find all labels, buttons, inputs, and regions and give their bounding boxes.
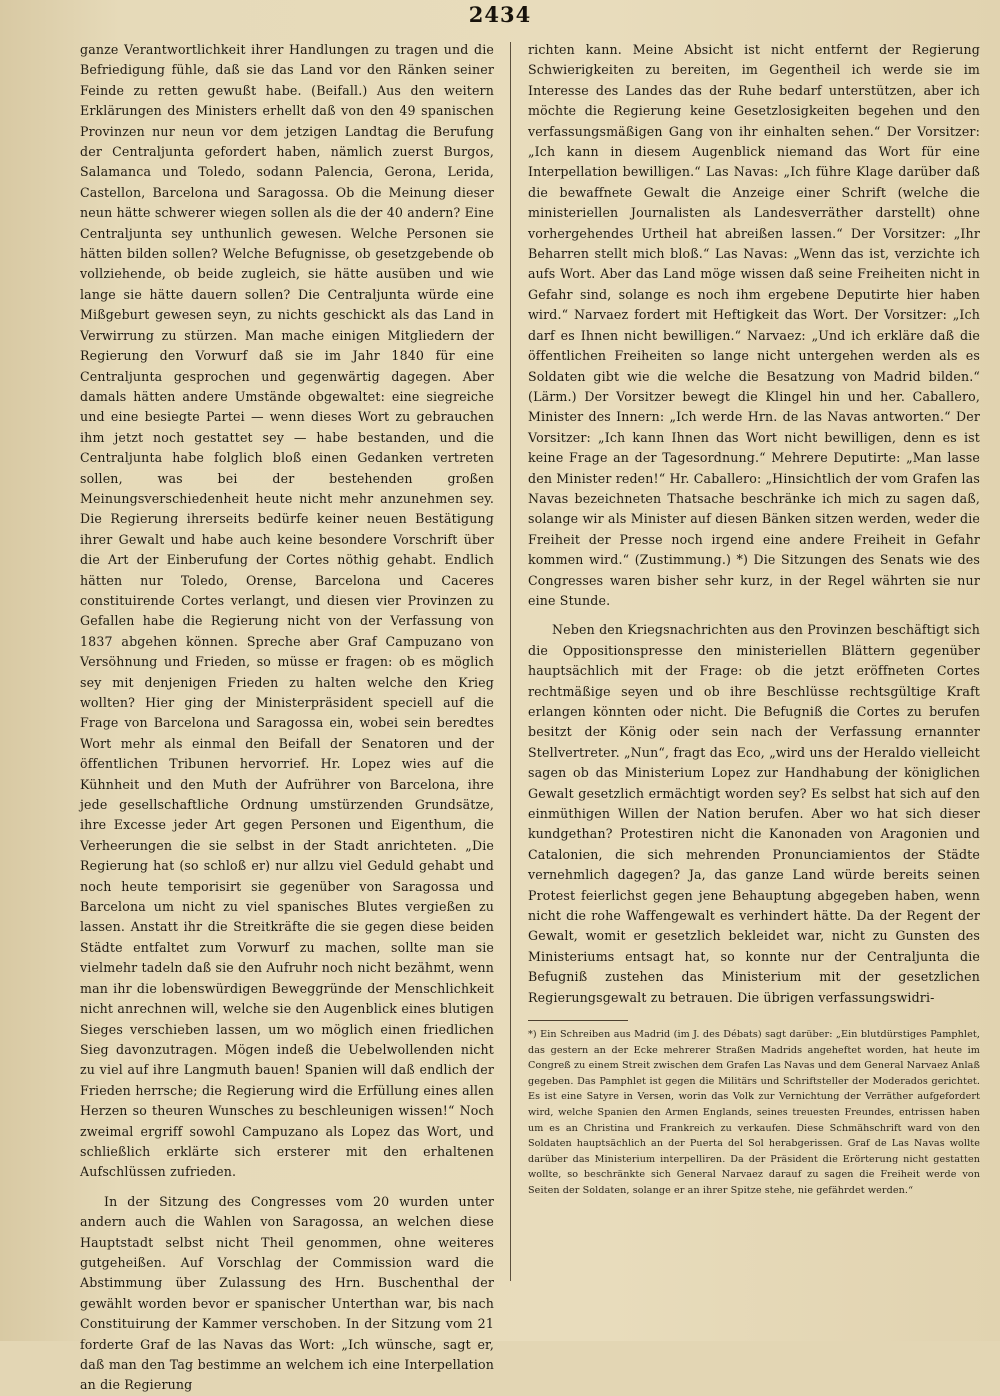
- paragraph-right-1: richten kann. Meine Absicht ist nicht entfernt der Regierung Schwierigkeiten zu bereiten, im Gegentheil ich werde sie im Interesse des Landes das der Ruhe bedarf unterstützen, aber ich möchte die Regierung keine Gesetzlosigkeiten begehen und den verfassungsmäßigen Gang von ihr einhalten sehen.“ Der Vorsitzer: „Ich kann in diesem Augenblick niemand das Wort für eine Interpellation bewilligen.“ Las Navas: „Ich führe Klage darüber daß die bewaffnete Gewalt die Anzeige einer Schrift (welche die ministeriellen Journalisten als Landesverräther darstellt) ohne vorhergehendes Urtheil hat abreißen lassen.“ Der Vorsitzer: „Ihr Beharren stellt mich bloß.“ Las Navas: „Wenn das ist, verzichte ich aufs Wort. Aber das Land möge wissen daß seine Freiheiten nicht in Gefahr sind, solange es noch ihm ergebene Deputirte hier haben wird.“ Narvaez fordert mit Heftigkeit das Wort. Der Vorsitzer: „Ich darf es Ihnen nicht bewilligen.“ Narvaez: „Und ich erkläre daß die öffentlichen Freiheiten so lange nicht untergehen werden als es Soldaten gibt wie die welche die Besatzung von Madrid bilden.“ (Lärm.) Der Vorsitzer bewegt die Klingel hin und her. Caballero, Minister des Innern: „Ich werde Hrn. de las Navas antworten.“ Der Vorsitzer: „Ich kann Ihnen das Wort nicht bewilligen, denn es ist keine Frage an der Tagesordnung.“ Mehrere Deputirte: „Man lasse den Minister reden!“ Hr. Caballero: „Hinsichtlich der vom Grafen las Navas bezeichneten Thatsache beschränke ich mich zu sagen daß, solange wir als Minister auf diesen Bänken sitzen werden, weder die Freiheit der Presse noch irgend eine andere Freiheit in Gefahr kommen wird.“ (Zustimmung.) *) Die Sitzungen des Senats wie des Congresses waren bisher sehr kurz, in der Regel währten sie nur eine Stunde.: [528, 42, 980, 608]
- footnote-divider: [528, 1020, 628, 1021]
- left-column: [80, 40, 494, 1393]
- page-number: 2434: [468, 2, 532, 27]
- paragraph-left-2: In der Sitzung des Congresses vom 20 wurden unter andern auch die Wahlen von Saragossa, an welchen diese Hauptstadt selbst nicht Theil genommen, ohne weiteres gutgeheißen. Auf Vorschlag der Commission ward die Abstimmung über Zulassung des Hrn. Buschenthal der gewählt worden bevor er spanischer Unterthan war, bis nach Constituirung der Kammer verschoben. In der Sitzung vom 21 forderte Graf de las Navas das Wort: „Ich wünsche, sagt er, daß man den Tag bestimme an welchem ich eine Interpellation an die Regierung: [80, 1193, 494, 1393]
- paragraph-left-1: ganze Verantwortlichkeit ihrer Handlungen zu tragen und die Befriedigung fühle, daß sie das Land vor den Ränken seiner Feinde zu retten gewußt habe. (Beifall.) Aus den weitern Erklärungen des Ministers erhellt daß von den 49 spanischen Provinzen nur neun vor dem jetzigen Landtag die Berufung der Centraljunta gefordert haben, nämlich zuerst Burgos, Salamanca und Toledo, sodann Palencia, Gerona, Lerida, Castellon, Barcelona und Saragossa. Ob die Meinung dieser neun hätte schwerer wiegen sollen als die der 40 andern? Eine Centraljunta sey unthunlich gewesen. Welche Personen sie hätten bilden sollen? Welche Befugnisse, ob gesetzgebende ob vollziehende, ob beide zugleich, sie hätte ausüben und wie lange sie hätte dauern sollen? Die Centraljunta würde eine Mißgeburt gewesen seyn, zu nichts geschickt als das Land in Verwirrung zu stürzen. Man mache einigen Mitgliedern der Regierung den Vorwurf daß sie im Jahr 1840 für eine Centraljunta gesprochen und gegenwärtig dagegen. Aber damals hätten andere Umstände obgewaltet: eine siegreiche und eine besiegte Partei — wenn dieses Wort zu gebrauchen ihm jetzt noch gestattet sey — habe bestanden, und die Centraljunta habe folglich bloß einen Gedanken vertreten sollen, was bei der bestehenden großen Meinungsverschiedenheit heute nicht mehr anzunehmen sey. Die Regierung ihrerseits bedürfe keiner neuen Bestätigung ihrer Gewalt und habe auch keine besondere Vorschrift über die Art der Einberufung der Cortes nöthig gehabt. Endlich hätten nur Toledo, Orense, Barcelona und Caceres constituirende Cortes verlangt, und diesen vier Provinzen zu Gefallen habe die Regierung nicht von der Verfassung von 1837 abgehen können. Spreche aber Graf Campuzano von Versöhnung und Frieden, so müsse er fragen: ob es möglich sey mit denjenigen Frieden zu halten welche den Krieg wollten? Hier ging der Ministerpräsident speciell auf die Frage von Barcelona und Saragossa ein, wobei sein beredtes Wort mehr als einmal den Beifall der Senatoren und der öffentlichen Tribunen hervorrief. Hr. Lopez wies auf die Kühnheit und den Muth der Aufrührer von Barcelona, ihre jede gesellschaftliche Ordnung umstürzenden Grundsätze, ihre Excesse jeder Art gegen Personen und Eigenthum, die Verheerungen die sie selbst in der Stadt anrichteten. „Die Regierung hat (so schloß er) nur allzu viel Geduld gehabt und noch heute temporisirt sie gegenüber von Saragossa und Barcelona um nicht zu viel spanisches Blutes vergießen zu lassen. Anstatt ihr die Streitkräfte die sie gegen diese beiden Städte entfaltet zum Vorwurf zu machen, sollte man sie vielmehr tadeln daß sie den Aufruhr noch nicht bezähmt, wenn man ihr die lobenswürdigen Beweggründe der Menschlichkeit nicht anrechnen will, welche sie den Augenblick eines blutigen Sieges verschieben lassen, um wo möglich einen friedlichen Sieg davonzutragen. Mögen indeß die Uebelwollenden nicht zu viel auf ihre Langmuth bauen! Spanien will daß endlich der Frieden herrsche; die Regierung wird die Erfüllung eines allen Herzen so theuren Wunsches zu beschleunigen wissen!“ Noch zweimal ergriff sowohl Campuzano als Lopez das Wort, und schließlich erklärte sich ersterer mit den erhaltenen Aufschlüssen zufrieden.: [80, 42, 494, 1180]
- footnote: *) Ein Schreiben aus Madrid (im J. des Débats) sagt darüber: „Ein blutdürstiges Pamphlet, das gestern an der Ecke mehrerer Straßen Madrids angeheftet worden, hat heute im Congreß zu einem Streit zwischen dem Grafen Las Navas und dem General Narvaez Anlaß gegeben. Das Pamphlet ist gegen die Militärs und Schriftsteller der Moderados gerichtet. Es ist eine Satyre in Versen, worin das Volk zur Vernichtung der Verräther aufgefordert wird, welche Spanien den Armen Englands, seines treuesten Freundes, entrissen haben um es an Christina und Frankreich zu verkaufen. Diese Schmähschrift ward von den Soldaten hauptsächlich an der Puerta del Sol herabgerissen. Graf de Las Navas wollte darüber das Ministerium interpelliren. Da der Präsident die Erörterung nicht gestatten wollte, so beschränkte sich General Narvaez darauf zu sagen die Freiheit werde von Seiten der Soldaten, solange er an ihrer Spitze stehe, nie gefährdet werden.“: [528, 1029, 980, 1197]
- column-divider: [510, 42, 511, 1281]
- right-column: [528, 40, 980, 1321]
- paragraph-right-2: Neben den Kriegsnachrichten aus den Provinzen beschäftigt sich die Oppositionspresse den ministeriellen Blättern gegenüber hauptsächlich mit der Frage: ob die jetzt eröffneten Cortes rechtmäßige seyen und ob ihre Beschlüsse rechtsgültige Kraft erlangen könnten oder nicht. Die Befugniß die Cortes zu berufen besitzt der König oder sein nach der Verfassung ernannter Stellvertreter. „Nun“, fragt das Eco, „wird uns der Heraldo vielleicht sagen ob das Ministerium Lopez zur Handhabung der königlichen Gewalt gesetzlich ermächtigt worden sey? Es selbst hat sich auf den einmüthigen Willen der Nation berufen. Aber wo hat sich dieser kundgethan? Protestiren nicht die Kanonaden von Aragonien und Catalonien, die sich mehrenden Pronunciamientos der Städte vernehmlich dagegen? Ja, das ganze Land würde bereits seinen Protest feierlichst gegen jene Behauptung abgegeben haben, wenn nicht die rohe Waffengewalt es verhindert hätte. Da der Regent der Gewalt, womit er gesetzlich bekleidet war, nicht zu Gunsten des Ministeriums entsagt hat, so konnte nur der Centraljunta die Befugniß zustehen das Ministerium mit der gesetzlichen Regierungsgewalt zu betrauen. Die übrigen verfassungswidri-: [528, 622, 980, 1005]
- text-columns: [80, 40, 980, 1393]
